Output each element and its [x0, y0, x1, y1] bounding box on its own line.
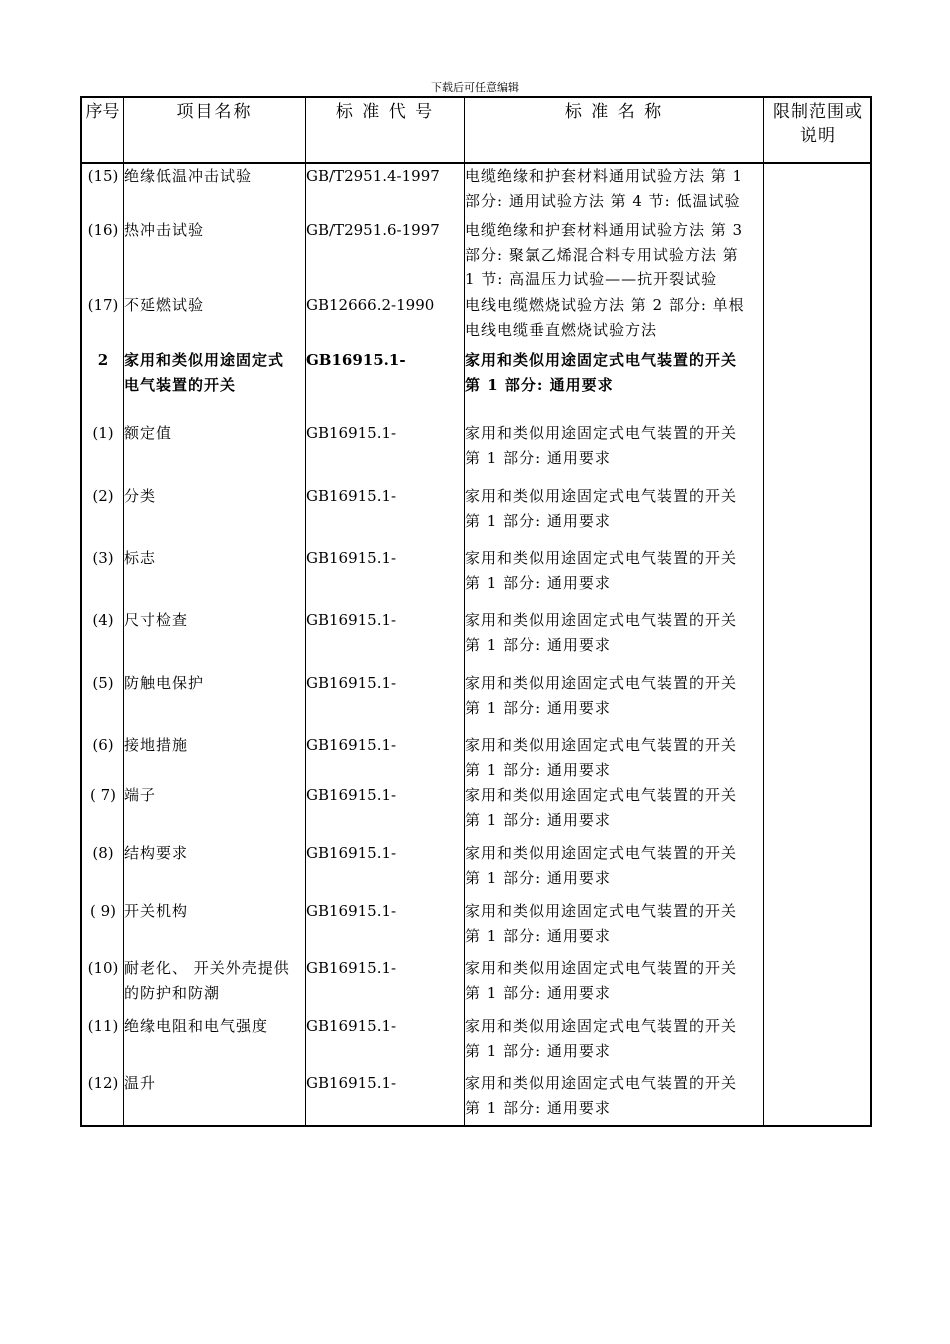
- row-name: [124, 671, 306, 696]
- header-standard-name: 标 准 名 称: [564, 102, 664, 122]
- no-line: (10): [87, 959, 119, 977]
- std-line: 第 1 部分: 通用要求: [465, 983, 611, 1002]
- row-no: [82, 783, 124, 808]
- std-line: 第 1 部分: 通用要求: [465, 573, 611, 592]
- name-line: 不延燃试验: [124, 296, 205, 314]
- row-no: [82, 899, 124, 924]
- row-std: [465, 1014, 763, 1063]
- std-line: 第 1 部分: 通用要求: [465, 448, 611, 467]
- row-no: [82, 956, 124, 981]
- std-line: 第 1 部分: 通用要求: [465, 511, 611, 530]
- std-line: 部分: 聚氯乙烯混合料专用试验方法 第: [465, 245, 739, 264]
- name-line: 热冲击试验: [124, 221, 205, 239]
- std-line: 1 节: 高温压力试验——抗开裂试验: [465, 270, 718, 288]
- no-line: (11): [87, 1017, 119, 1035]
- row-std: [465, 348, 763, 397]
- no-line: (5): [92, 674, 114, 692]
- row-code: [306, 1071, 464, 1096]
- row-std: [465, 546, 763, 595]
- row-std: [465, 783, 763, 832]
- name-line: 防触电保护: [124, 674, 205, 692]
- no-line: (15): [87, 167, 119, 185]
- code-line: GB/T2951.6-1997: [306, 221, 440, 239]
- row-name: [124, 218, 306, 243]
- name-line: 的防护和防潮: [124, 983, 221, 1002]
- std-line: 家用和类似用途固定式电气装置的开关: [465, 487, 738, 505]
- std-line: 家用和类似用途固定式电气装置的开关: [465, 549, 738, 567]
- code-line: GB16915.1-: [306, 1017, 397, 1035]
- row-std: [465, 218, 763, 292]
- name-line: 家用和类似用途固定式: [124, 351, 285, 369]
- std-line: 家用和类似用途固定式电气装置的开关: [465, 1017, 738, 1035]
- std-line: 家用和类似用途固定式电气装置的开关: [465, 674, 738, 692]
- no-line: (1): [92, 424, 114, 442]
- row-name: [124, 546, 306, 571]
- code-line: GB16915.1-: [306, 549, 397, 567]
- row-std: [465, 899, 763, 948]
- row-code: [306, 671, 464, 696]
- no-line: (17): [87, 296, 119, 314]
- std-line: 电线电缆垂直燃烧试验方法: [465, 320, 658, 339]
- row-name: [124, 348, 306, 397]
- row-name: [124, 1014, 306, 1039]
- no-line: (8): [92, 844, 114, 862]
- std-line: 第 1 部分: 通用要求: [465, 1041, 611, 1060]
- standards-table: [80, 96, 872, 1127]
- row-name: [124, 484, 306, 509]
- row-no: [82, 841, 124, 866]
- row-no: [82, 1014, 124, 1039]
- no-line: ( 9): [89, 902, 116, 920]
- name-line: 电气装置的开关: [124, 375, 237, 394]
- row-std: [465, 733, 763, 782]
- row-std: [465, 671, 763, 720]
- std-line: 家用和类似用途固定式电气装置的开关: [465, 611, 738, 629]
- row-no: [82, 671, 124, 696]
- std-line: 部分: 通用试验方法 第 4 节: 低温试验: [465, 191, 741, 210]
- std-line: 家用和类似用途固定式电气装置的开关: [465, 1074, 738, 1092]
- row-name: [124, 841, 306, 866]
- name-line: 开关机构: [124, 902, 189, 920]
- row-std: [465, 164, 763, 213]
- std-line: 第 1 部分: 通用要求: [465, 1098, 611, 1117]
- row-std: [465, 956, 763, 1005]
- std-line: 第 1 部分: 通用要求: [465, 635, 611, 654]
- row-std: [465, 421, 763, 470]
- row-name: [124, 733, 306, 758]
- no-line: (12): [87, 1074, 119, 1092]
- row-std: [465, 293, 763, 342]
- row-std: [465, 1071, 763, 1120]
- row-no: [82, 218, 124, 243]
- name-line: 额定值: [124, 424, 173, 442]
- code-line: GB16915.1-: [306, 611, 397, 629]
- std-line: 家用和类似用途固定式电气装置的开关: [465, 844, 738, 862]
- row-name: [124, 164, 306, 189]
- row-code: [306, 733, 464, 758]
- row-std: [465, 484, 763, 533]
- std-line: 第 1 部分: 通用要求: [465, 868, 611, 887]
- row-no: [82, 733, 124, 758]
- row-code: [306, 608, 464, 633]
- row-code: [306, 899, 464, 924]
- column-divider: [763, 98, 764, 1125]
- header-seq: 序号: [85, 102, 120, 122]
- header-item-name: 项目名称: [176, 102, 253, 122]
- row-no: [82, 293, 124, 318]
- code-line: GB12666.2-1990: [306, 296, 435, 314]
- header-scope: 限制范围或说明: [773, 102, 863, 146]
- std-line: 电缆绝缘和护套材料通用试验方法 第 3: [465, 221, 744, 239]
- row-code: [306, 546, 464, 571]
- code-line: GB16915.1-: [306, 424, 397, 442]
- row-name: [124, 899, 306, 924]
- std-line: 家用和类似用途固定式电气装置的开关: [465, 351, 738, 369]
- std-line: 家用和类似用途固定式电气装置的开关: [465, 902, 738, 920]
- name-line: 分类: [124, 487, 157, 505]
- name-line: 绝缘低温冲击试验: [124, 167, 253, 185]
- header-standard-code: 标 准 代 号: [335, 102, 435, 122]
- std-line: 第 1 部分: 通用要求: [465, 760, 611, 779]
- row-code: [306, 293, 464, 318]
- name-line: 耐老化、 开关外壳提供: [124, 959, 290, 977]
- name-line: 端子: [124, 786, 157, 804]
- row-name: [124, 783, 306, 808]
- code-line: GB16915.1-: [306, 902, 397, 920]
- no-line: (2): [92, 487, 114, 505]
- std-line: 家用和类似用途固定式电气装置的开关: [465, 424, 738, 442]
- std-line: 家用和类似用途固定式电气装置的开关: [465, 736, 738, 754]
- row-code: [306, 956, 464, 981]
- row-code: [306, 421, 464, 446]
- std-line: 电缆绝缘和护套材料通用试验方法 第 1: [465, 167, 744, 185]
- row-no: [82, 164, 124, 189]
- no-line: (3): [92, 549, 114, 567]
- std-line: 家用和类似用途固定式电气装置的开关: [465, 959, 738, 977]
- std-line: 第 1 部分: 通用要求: [465, 375, 614, 394]
- name-line: 标志: [124, 549, 157, 567]
- row-name: [124, 421, 306, 446]
- code-line: GB16915.1-: [306, 1074, 397, 1092]
- std-line: 家用和类似用途固定式电气装置的开关: [465, 786, 738, 804]
- code-line: GB16915.1-: [306, 487, 397, 505]
- row-no: [82, 1071, 124, 1096]
- row-code: [306, 783, 464, 808]
- no-line: (4): [92, 611, 114, 629]
- code-line: GB16915.1-: [306, 351, 406, 369]
- row-no: [82, 546, 124, 571]
- name-line: 尺寸检查: [124, 611, 189, 629]
- no-line: ( 7): [89, 786, 116, 804]
- row-no: [82, 421, 124, 446]
- code-line: GB16915.1-: [306, 736, 397, 754]
- std-line: 第 1 部分: 通用要求: [465, 810, 611, 829]
- name-line: 温升: [124, 1074, 157, 1092]
- code-line: GB/T2951.4-1997: [306, 167, 440, 185]
- row-name: [124, 956, 306, 1005]
- no-line: 2: [97, 351, 109, 369]
- name-line: 结构要求: [124, 844, 189, 862]
- row-name: [124, 1071, 306, 1096]
- row-code: [306, 841, 464, 866]
- code-line: GB16915.1-: [306, 844, 397, 862]
- row-code: [306, 1014, 464, 1039]
- row-code: [306, 484, 464, 509]
- row-name: [124, 608, 306, 633]
- std-line: 电线电缆燃烧试验方法 第 2 部分: 单根: [465, 296, 745, 314]
- no-line: (16): [87, 221, 119, 239]
- row-no: [82, 608, 124, 633]
- no-line: (6): [92, 736, 114, 754]
- row-code: [306, 218, 464, 243]
- row-no: [82, 484, 124, 509]
- name-line: 绝缘电阻和电气强度: [124, 1017, 269, 1035]
- row-code: [306, 164, 464, 189]
- row-no: [82, 348, 124, 373]
- name-line: 接地措施: [124, 736, 189, 754]
- row-std: [465, 841, 763, 890]
- row-std: [465, 608, 763, 657]
- code-line: GB16915.1-: [306, 674, 397, 692]
- std-line: 第 1 部分: 通用要求: [465, 926, 611, 945]
- row-name: [124, 293, 306, 318]
- header-note: 下载后可任意编辑: [431, 81, 519, 94]
- std-line: 第 1 部分: 通用要求: [465, 698, 611, 717]
- code-line: GB16915.1-: [306, 959, 397, 977]
- row-code: [306, 348, 464, 373]
- code-line: GB16915.1-: [306, 786, 397, 804]
